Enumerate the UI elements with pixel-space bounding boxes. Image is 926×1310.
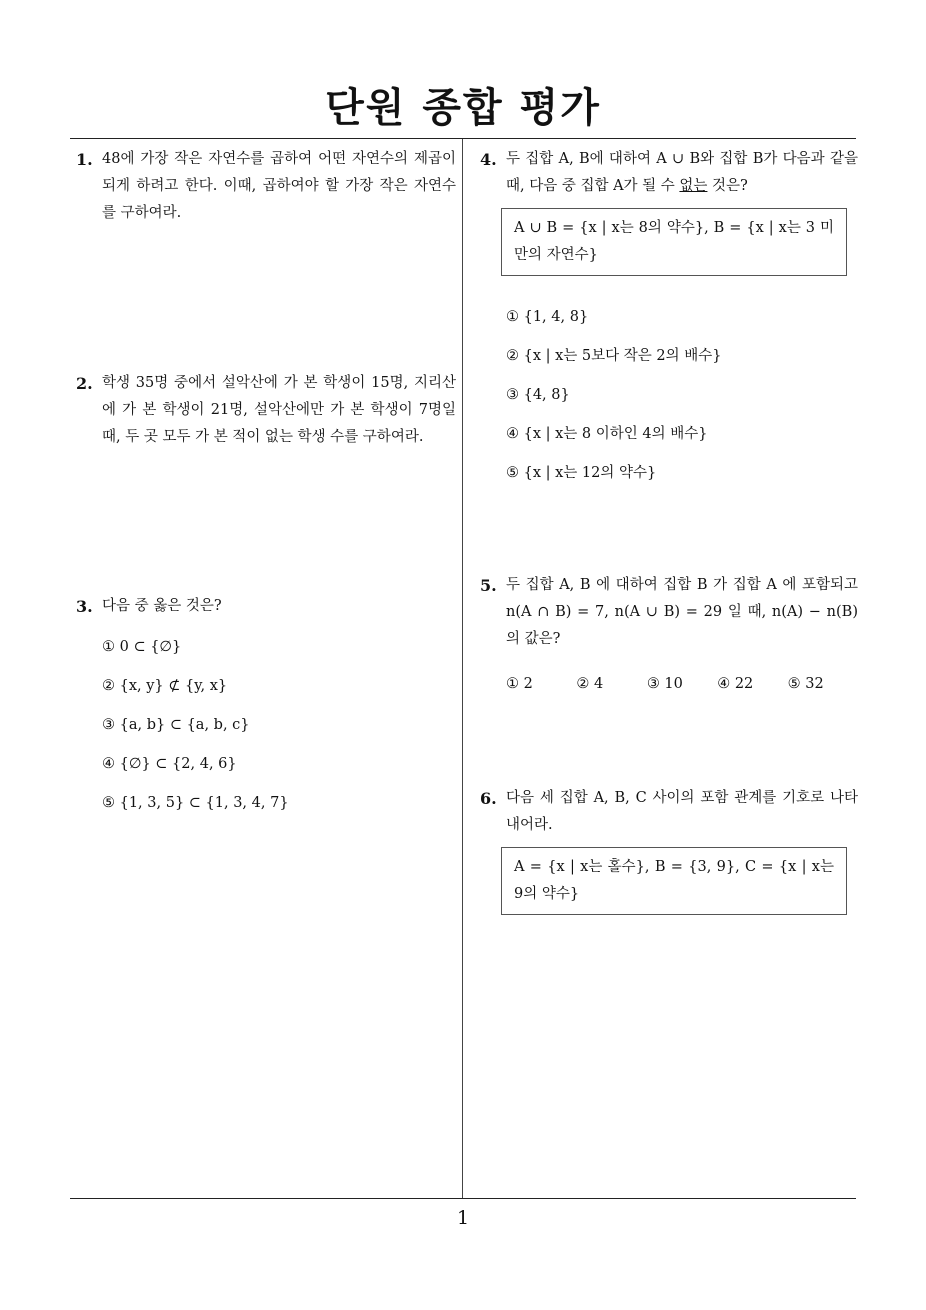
choice-2[interactable]: ② {x, y} ⊄ {y, x} <box>102 678 228 694</box>
question-3 <box>76 593 456 829</box>
question-4 <box>480 146 858 499</box>
question-number: 1. <box>76 150 93 169</box>
top-rule <box>70 138 856 139</box>
question-text <box>506 146 858 200</box>
question-number: 2. <box>76 374 93 393</box>
choice-2[interactable]: ② {x | x는 5보다 작은 2의 배수} <box>506 348 722 364</box>
choice-1[interactable]: ① {1, 4, 8} <box>506 309 589 325</box>
question-number: 3. <box>76 597 93 616</box>
question-text: 두 집합 A, B 에 대하여 집합 B 가 집합 A 에 포함되고 n(A ∩ B) = 7, n(A ∪ B) = 29 일 때, n(A) − n(B) 의 값은? <box>506 577 858 647</box>
question-6 <box>480 785 858 915</box>
choice-5[interactable]: ⑤ 32 <box>787 676 824 692</box>
choice-3[interactable]: ③ {a, b} ⊂ {a, b, c} <box>102 717 250 733</box>
choice-1[interactable]: ① 0 ⊂ {∅} <box>102 639 182 655</box>
question-number: 4. <box>480 150 497 169</box>
question-number: 5. <box>480 576 497 595</box>
choice-4[interactable]: ④ {x | x는 8 이하인 4의 배수} <box>506 426 708 442</box>
choice-4[interactable]: ④ 22 <box>717 676 754 692</box>
question-text-part: 두 집합 A, B에 대하여 A ∪ B와 집합 B가 다음과 같을 때, 다음 중 집합 A가 될 수 <box>506 151 858 194</box>
question-text: 학생 35명 중에서 설악산에 가 본 학생이 15명, 지리산에 가 본 학생이 21명, 설악산에만 가 본 학생이 7명일 때, 두 곳 모두 가 본 적이 없는 학생 수를 구하여라. <box>102 375 456 445</box>
question-number: 6. <box>480 789 497 808</box>
bottom-rule <box>70 1198 856 1199</box>
question-1 <box>76 146 456 227</box>
question-text: 다음 중 옳은 것은? <box>102 598 222 614</box>
choice-5[interactable]: ⑤ {x | x는 12의 약수} <box>506 465 657 481</box>
choice-list <box>506 304 858 499</box>
choice-4[interactable]: ④ {∅} ⊂ {2, 4, 6} <box>102 756 237 772</box>
choice-row <box>506 671 858 710</box>
question-text: 다음 세 집합 A, B, C 사이의 포함 관계를 기호로 나타내어라. <box>506 790 858 833</box>
choice-2[interactable]: ② 4 <box>576 676 604 692</box>
choice-1[interactable]: ① 2 <box>506 676 533 692</box>
column-divider <box>462 139 463 1199</box>
choice-5[interactable]: ⑤ {1, 3, 5} ⊂ {1, 3, 4, 7} <box>102 795 289 811</box>
question-2 <box>76 370 456 451</box>
condition-box: A = {x | x는 홀수}, B = {3, 9}, C = {x | x는 9의 약수} <box>501 847 847 915</box>
choice-3[interactable]: ③ {4, 8} <box>506 387 570 403</box>
choice-list <box>102 634 456 829</box>
question-5 <box>480 572 858 710</box>
question-text: 48에 가장 작은 자연수를 곱하여 어떤 자연수의 제곱이 되게 하려고 한다. 이때, 곱하여야 할 가장 작은 자연수를 구하여라. <box>102 151 456 221</box>
page-title: 단원 종합 평가 <box>325 85 601 131</box>
question-text-part: 것은? <box>707 178 748 194</box>
choice-3[interactable]: ③ 10 <box>646 676 683 692</box>
condition-box: A ∪ B = {x | x는 8의 약수}, B = {x | x는 3 미만의 자연수} <box>501 208 847 276</box>
underlined-word: 없는 <box>679 178 708 194</box>
page-number: 1 <box>456 1207 470 1229</box>
